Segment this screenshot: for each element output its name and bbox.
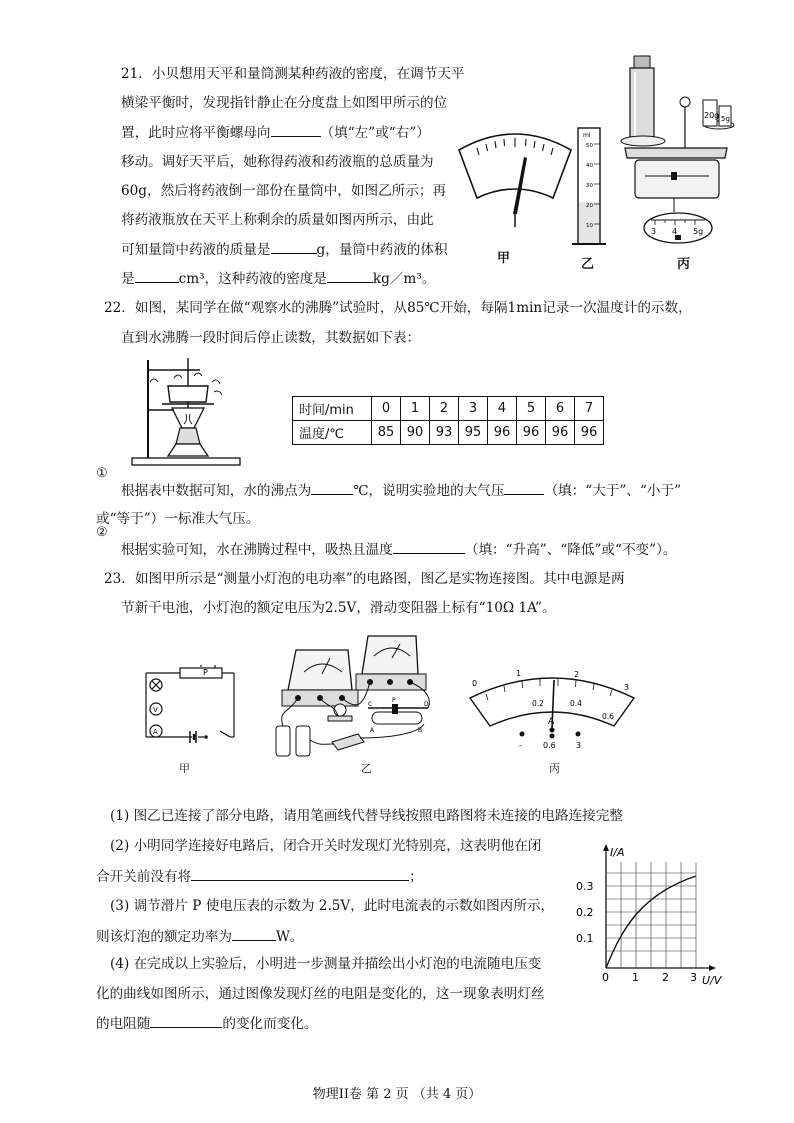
meter-scale-outer: 3	[624, 683, 630, 692]
answer-blank[interactable]	[271, 122, 321, 137]
q22-sub2-line	[121, 539, 677, 560]
q22-line-2: 直到水沸腾一段时间后停止读数，其数据如下表：	[121, 330, 421, 346]
rheostat-label: D	[424, 701, 429, 708]
q23-text: 的电阻随	[96, 1016, 151, 1032]
meter-scale-outer: 2	[574, 670, 580, 679]
q22-line-1: 22．如图，某同学在做“观察水的沸腾”试验时，从85℃开始，每隔1min记录一次温度计的示数，	[104, 300, 692, 316]
meter-scale-inner: 0.4	[570, 699, 582, 708]
figure-label-yi: 乙	[361, 762, 372, 775]
table-row-temp	[293, 421, 604, 445]
q22-text: （填：“升高”、“降低”或“不变”）。	[464, 542, 677, 558]
q21-text: cm³，这种药液的密度是	[178, 271, 327, 287]
circuit-label: A	[153, 728, 158, 736]
boiling-apparatus-figure	[128, 352, 246, 468]
table-cell: 3	[459, 397, 488, 421]
wiring-figure	[268, 630, 458, 760]
cylinder-tick: 30	[586, 183, 593, 189]
cylinder-unit: ml	[583, 132, 591, 139]
iu-graph	[572, 838, 732, 988]
meter-terminal: 3	[576, 741, 582, 750]
table-cell: 90	[401, 421, 430, 445]
meter-scale-inner: 0.2	[532, 699, 544, 708]
graduated-cylinder-figure	[570, 124, 610, 250]
meter-scale-outer: 1	[516, 669, 522, 678]
q23-text: 的变化而变化。	[222, 1016, 318, 1032]
answer-blank[interactable]	[393, 539, 465, 554]
figure-label-jia: 甲	[497, 251, 511, 266]
q21-text: g，量筒中药液的体积	[316, 242, 448, 258]
table-cell: 1	[401, 397, 430, 421]
answer-blank[interactable]	[232, 926, 276, 941]
q23-part2-line-1: (2) 小明同学连接好电路后，闭合开关时发现灯光特别亮，这表明他在闭	[110, 838, 542, 854]
meter-terminal: 0.6	[543, 741, 556, 750]
table-cell: 2	[430, 397, 459, 421]
graph-y-tick: 0.1	[576, 932, 594, 945]
answer-blank[interactable]	[135, 268, 179, 283]
figure-label-jia: 甲	[179, 762, 190, 775]
table-cell: 96	[488, 421, 517, 445]
q22-text: 根据表中数据可知，水的沸点为	[121, 483, 312, 499]
table-row-time	[293, 397, 604, 421]
table-cell: 5	[517, 397, 546, 421]
q23-text: 则该灯泡的额定功率为	[96, 929, 232, 945]
table-header-temp: 温度/℃	[293, 421, 372, 445]
q21-text: 可知量筒中药液的质量是	[121, 242, 271, 258]
table-cell: 4	[488, 397, 517, 421]
answer-blank[interactable]	[504, 480, 544, 495]
q21-line-5: 60g，然后将药液倒一部份在量筒中，如图乙所示；再	[121, 183, 447, 199]
graph-x-tick: 3	[690, 971, 697, 984]
q23-text: ；	[409, 869, 423, 885]
rheostat-label: A	[370, 727, 375, 734]
figure-label-bing: 丙	[549, 762, 560, 775]
graph-x-tick: 2	[662, 971, 669, 984]
meter-terminal: -	[519, 741, 522, 750]
table-cell: 96	[575, 421, 604, 445]
q21-line-8	[121, 268, 435, 289]
balance-figure	[615, 48, 740, 248]
q22-sub1-line	[121, 480, 681, 501]
q21-line-6: 将药液瓶放在天平上称剩余的质量如图丙所示，由此	[121, 212, 434, 228]
meter-unit: A	[548, 717, 555, 727]
q23-line-1: 23．如图甲所示是“测量小灯泡的电功率”的电路图，图乙是实物连接图。其中电源是两	[104, 571, 625, 587]
table-cell: 96	[517, 421, 546, 445]
q23-part3-line-2	[96, 926, 304, 947]
cylinder-tick: 50	[586, 143, 593, 149]
page-footer: 物理II卷 第 2 页 （共 4 页）	[312, 1087, 482, 1102]
rheostat-label: C	[368, 701, 373, 708]
graph-y-tick: 0.3	[576, 880, 594, 893]
table-cell: 95	[459, 421, 488, 445]
q23-part3-line-1: (3) 调节滑片 P 使电压表的示数为 2.5V，此时电流表的示数如图丙所示，	[110, 898, 555, 914]
graph-x-tick: 1	[632, 971, 639, 984]
table-cell: 85	[372, 421, 401, 445]
balance-dial-figure	[455, 122, 575, 232]
meter-scale-inner: 0.6	[602, 712, 614, 721]
table-header-time: 时间/min	[293, 397, 372, 421]
q21-line-4: 移动。调好天平后，她称得药液和药液瓶的总质量为	[121, 154, 434, 170]
q21-text: kg／m³。	[372, 271, 436, 287]
answer-blank[interactable]	[327, 268, 373, 283]
answer-blank[interactable]	[191, 866, 409, 881]
circuit-label: V	[153, 706, 158, 714]
graph-x-label: U/V	[702, 974, 722, 987]
q21-text: （填“左”或“右”）	[320, 125, 430, 141]
answer-blank[interactable]	[311, 480, 353, 495]
subquestion-marker-2: ②	[96, 525, 108, 540]
q21-line-1: 21．小贝想用天平和量筒测某种药液的密度，在调节天平	[121, 66, 465, 82]
q22-text: （填：“大于”、“小于”	[544, 483, 682, 499]
figure-label-bing: 丙	[677, 257, 691, 272]
graph-y-label: I/A	[610, 846, 625, 859]
q22-text: ℃，说明实验地的大气压	[353, 483, 505, 499]
answer-blank[interactable]	[271, 239, 317, 254]
ammeter-dial-figure	[464, 668, 640, 750]
weight-5g: 5g	[721, 115, 730, 123]
scale-label: 4	[672, 227, 678, 236]
q23-part1: (1) 图乙已连接了部分电路，请用笔画线代替导线按照电路图将未连接的电路连接完整	[110, 808, 623, 824]
q21-line-2: 横梁平衡时，发现指针静止在分度盘上如图甲所示的位	[121, 95, 448, 111]
circuit-label: P	[203, 668, 208, 677]
scale-label: 3	[651, 227, 657, 236]
table-cell: 96	[546, 421, 575, 445]
q22-text: 根据实验可知，水在沸腾过程中，吸热且温度	[121, 542, 393, 558]
table-cell: 7	[575, 397, 604, 421]
subquestion-marker-1: ①	[96, 466, 108, 481]
q21-line-3	[121, 122, 430, 143]
weight-20g: 20g	[704, 111, 720, 120]
q23-part4-line-2: 化的曲线如图所示，通过图像发现灯丝的电阻是变化的，这一现象表明灯丝	[96, 986, 545, 1002]
q23-part4-line-3	[96, 1013, 318, 1034]
rheostat-label: P	[392, 697, 396, 704]
graph-y-tick: 0.2	[576, 906, 594, 919]
q21-text: 是	[121, 271, 135, 287]
table-cell: 6	[546, 397, 575, 421]
meter-scale-outer: 0	[472, 679, 478, 688]
table-cell: 93	[430, 421, 459, 445]
q23-part2-line-2	[96, 866, 423, 887]
q21-line-7	[121, 239, 448, 260]
circuit-diagram-figure	[140, 665, 240, 745]
answer-blank[interactable]	[150, 1013, 222, 1028]
q21-text: 置，此时应将平衡螺母向	[121, 125, 271, 141]
q23-text: 合开关前没有将	[96, 869, 192, 885]
q22-sub1-line-2: 或“等于”）一标准大气压。	[96, 511, 260, 527]
figure-label-yi: 乙	[581, 257, 595, 272]
q23-line-2: 节新干电池，小灯泡的额定电压为2.5V，滑动变阻器上标有“10Ω 1A”。	[121, 600, 556, 616]
rheostat-label: B	[418, 727, 423, 734]
cylinder-tick: 20	[586, 203, 593, 209]
temperature-table	[292, 396, 604, 445]
table-cell: 0	[372, 397, 401, 421]
q23-part4-line-1: (4) 在完成以上实验后，小明进一步测量并描绘出小灯泡的电流随电压变	[110, 956, 542, 972]
cylinder-tick: 10	[586, 223, 593, 229]
cylinder-tick: 40	[586, 163, 593, 169]
q23-text: W。	[275, 929, 304, 945]
scale-label: 5g	[693, 227, 704, 236]
graph-x-tick: 0	[602, 971, 609, 984]
